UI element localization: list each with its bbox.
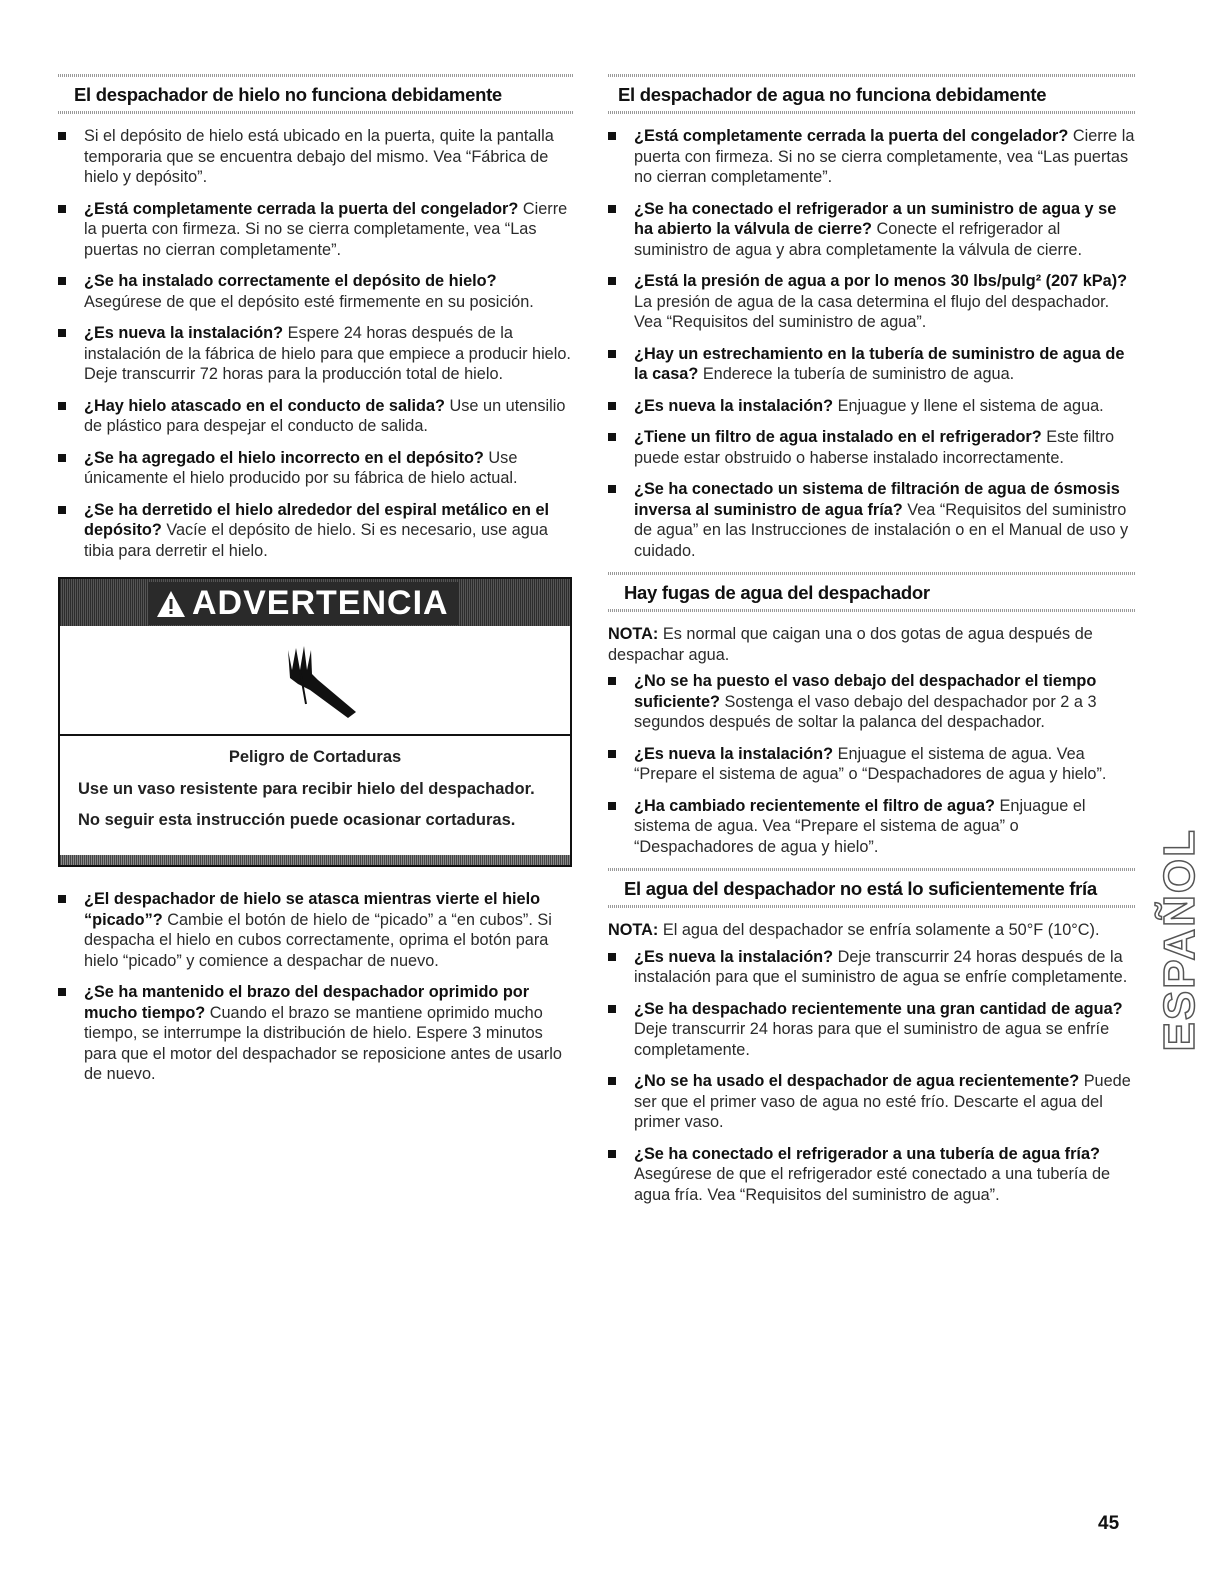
- question-text: ¿Está la presión de agua a por lo menos 30 lbs/pulg² (207 kPa)?: [634, 272, 1128, 290]
- question-text: ¿Es nueva la instalación?: [84, 324, 284, 342]
- list-item: [608, 1071, 1135, 1133]
- answer-text: Enjuague y llene el sistema de agua.: [837, 396, 1104, 415]
- list-item: [608, 999, 1135, 1061]
- answer-text: Sostenga el vaso debajo del despachador por 2 a 3 segundos después de soltar la palanca del despachador.: [634, 692, 1097, 731]
- question-text: ¿Hay un estrechamiento en la tubería de suministro de agua de la casa?: [634, 344, 1125, 383]
- leak-note-label: NOTA:: [608, 625, 659, 643]
- language-side-tab: [1155, 810, 1204, 1070]
- answer-text: Use únicamente el hielo producido por su fábrica de hielo actual.: [84, 448, 518, 487]
- bullet-icon: [608, 802, 616, 810]
- bullet-icon: [58, 895, 66, 903]
- question-text: ¿Se ha agregado el hielo incorrecto en el depósito?: [84, 448, 484, 467]
- question-text: ¿Está completamente cerrada la puerta del congelador?: [84, 199, 519, 218]
- list-item: [58, 982, 573, 1085]
- warning-hazard: Peligro de Cortaduras: [228, 748, 402, 766]
- cold-water-list: [608, 947, 1135, 1206]
- answer-text: Use un utensilio de plástico para despejar el conducto de salida.: [84, 396, 566, 435]
- list-item: [58, 323, 573, 385]
- list-item: [608, 1144, 1135, 1206]
- answer-text: Este filtro puede estar obstruido o haberse instalado incorrectamente.: [634, 428, 1115, 467]
- answer-text: Deje transcurrir 24 horas después de la instalación para que el suministro de agua se enfríe completamente.: [634, 947, 1128, 986]
- answer-text: Asegúrese de que el refrigerador esté conectado a una tubería de agua fría. Vea “Requisitos del suministro de agua”.: [634, 1165, 1111, 1204]
- answer-text: Si el depósito de hielo está ubicado en la puerta, quite la pantalla temporaria que se encuentra debajo del mismo. Vea “Fábrica de hielo y depósito”.: [84, 127, 554, 186]
- warning-box: [58, 577, 572, 867]
- bullet-icon: [58, 454, 66, 462]
- answer-text: Vacíe el depósito de hielo. Si es necesario, use agua tibia para derretir el hielo.: [84, 521, 548, 560]
- list-item: [58, 271, 573, 312]
- warning-triangle-icon: [156, 590, 186, 618]
- question-text: ¿Hay hielo atascado en el conducto de salida?: [84, 396, 445, 415]
- answer-text: Espere 24 horas después de la instalación de la fábrica de hielo para que empiece a producir hielo. Deje transcurrir 72 horas para la producción total de hielo.: [84, 324, 571, 383]
- question-text: ¿No se ha usado el despachador de agua recientemente?: [634, 1072, 1080, 1090]
- answer-text: Enderece la tubería de suministro de agua.: [702, 365, 1015, 383]
- question-text: ¿Se ha conectado un sistema de filtración de agua de ósmosis inversa al suministro de agua fría?: [634, 480, 1120, 519]
- list-item: [58, 396, 573, 437]
- question-text: ¿Es nueva la instalación?: [634, 396, 834, 415]
- answer-text: Vea “Requisitos del suministro de agua” en las Instrucciones de instalación o en el Manual de uso y cuidado.: [634, 500, 1129, 560]
- bullet-icon: [608, 350, 616, 358]
- list-item: [608, 427, 1135, 468]
- warning-pictogram: [60, 626, 570, 736]
- water-dispenser-heading: El despachador de agua no funciona debidamente: [608, 74, 1135, 114]
- question-text: ¿El despachador de hielo se atasca mientras vierte el hielo “picado”?: [84, 890, 541, 929]
- bullet-icon: [608, 750, 616, 758]
- warning-title-text: ADVERTENCIA: [192, 584, 449, 622]
- list-item: [608, 126, 1135, 188]
- warning-text: [60, 736, 570, 855]
- question-text: ¿Es nueva la instalación?: [634, 947, 834, 966]
- cold-water-heading: El agua del despachador no está lo suficientemente fría: [608, 868, 1135, 908]
- list-item: [608, 271, 1135, 333]
- bullet-icon: [608, 485, 616, 493]
- warning-bottom-bar: [60, 855, 570, 865]
- bullet-icon: [58, 329, 66, 337]
- list-item: [608, 796, 1135, 858]
- list-item: [608, 744, 1135, 785]
- bullet-icon: [58, 205, 66, 213]
- water-dispenser-list: [608, 126, 1135, 561]
- question-text: ¿Es nueva la instalación?: [634, 744, 834, 763]
- bullet-icon: [58, 988, 66, 996]
- bullet-icon: [608, 1077, 616, 1085]
- answer-text: La presión de agua de la casa determina el flujo del despachador. Vea “Requisitos del suministro de agua”.: [634, 292, 1110, 331]
- bullet-icon: [58, 506, 66, 514]
- question-text: ¿Está completamente cerrada la puerta del congelador?: [634, 127, 1069, 145]
- answer-text: Cierre la puerta con firmeza. Si no se cierra completamente, vea “Las puertas no cierran completamente”.: [84, 199, 568, 259]
- list-item: [608, 671, 1135, 733]
- bullet-icon: [58, 402, 66, 410]
- cut-hand-icon: [270, 640, 360, 720]
- question-text: ¿Ha cambiado recientemente el filtro de agua?: [634, 796, 995, 815]
- list-item: [58, 889, 573, 971]
- bullet-icon: [608, 433, 616, 441]
- leak-heading: Hay fugas de agua del despachador: [608, 572, 1135, 612]
- ice-dispenser-heading: El despachador de hielo no funciona debidamente: [58, 74, 573, 114]
- bullet-icon: [608, 953, 616, 961]
- list-item: [608, 396, 1135, 417]
- list-item: [608, 199, 1135, 261]
- bullet-icon: [608, 205, 616, 213]
- question-text: ¿Se ha conectado el refrigerador a un suministro de agua y se ha abierto la válvula de cierre?: [634, 199, 1117, 238]
- answer-text: Cierre la puerta con firmeza. Si no se cierra completamente, vea “Las puertas no cierran completamente”.: [634, 127, 1135, 186]
- answer-text: Cambie el botón de hielo de “picado” a “en cubos”. Si despacha el hielo en cubos correctamente, oprima el botón para hielo “picado” y comience a despachar de nuevo.: [84, 910, 552, 970]
- answer-text: Deje transcurrir 24 horas para que el suministro de agua se enfríe completamente.: [634, 1020, 1110, 1059]
- leak-list: [608, 671, 1135, 857]
- warning-title: [148, 582, 459, 625]
- question-text: ¿Se ha mantenido el brazo del despachador oprimido por mucho tiempo?: [84, 983, 530, 1022]
- question-text: ¿Se ha conectado el refrigerador a una tubería de agua fría?: [634, 1144, 1100, 1163]
- warning-banner: [60, 579, 570, 626]
- question-text: ¿Se ha derretido el hielo alrededor del espiral metálico en el depósito?: [84, 500, 550, 539]
- list-item: [608, 947, 1135, 988]
- list-item: [58, 126, 573, 188]
- answer-text: Asegúrese de que el depósito esté firmemente en su posición.: [84, 292, 534, 311]
- answer-text: Enjuague el sistema de agua. Vea “Prepare el sistema de agua” o “Despachadores de agua y hielo”.: [634, 796, 1086, 856]
- bullet-icon: [608, 677, 616, 685]
- list-item: [608, 479, 1135, 561]
- bullet-icon: [608, 1150, 616, 1158]
- question-text: ¿No se ha puesto el vaso debajo del despachador el tiempo suficiente?: [634, 672, 1097, 711]
- list-item: [58, 500, 573, 562]
- bullet-icon: [58, 277, 66, 285]
- page-number: 45: [1098, 1513, 1120, 1534]
- list-item: [58, 448, 573, 489]
- answer-text: Conecte el refrigerador al suministro de agua y abra completamente la válvula de cierre.: [634, 220, 1082, 259]
- bullet-icon: [608, 402, 616, 410]
- answer-text: Puede ser que el primer vaso de agua no esté frío. Descarte el agua del primer vaso.: [634, 1072, 1131, 1131]
- answer-text: Cuando el brazo se mantiene oprimido mucho tiempo, se interrumpe la distribución de hielo. Espere 3 minutos para que el motor del despachador se reposicione antes de usarlo de nuevo.: [84, 1003, 562, 1083]
- left-column: [58, 74, 573, 1096]
- question-text: ¿Se ha instalado correctamente el depósito de hielo?: [84, 272, 497, 290]
- list-item: [608, 344, 1135, 385]
- leak-note-text: Es normal que caigan una o dos gotas de agua después de despachar agua.: [608, 625, 1093, 664]
- cold-note: [608, 920, 1135, 941]
- right-column: [608, 74, 1135, 1216]
- list-item: [58, 199, 573, 261]
- cold-note-label: NOTA:: [608, 921, 659, 939]
- bullet-icon: [608, 1005, 616, 1013]
- bullet-icon: [58, 132, 66, 140]
- ice-dispenser-list-2: [58, 889, 573, 1085]
- answer-text: Enjuague el sistema de agua. Vea “Prepare el sistema de agua” o “Despachadores de agua y hielo”.: [634, 744, 1107, 783]
- question-text: ¿Se ha despachado recientemente una gran cantidad de agua?: [634, 999, 1123, 1018]
- question-text: ¿Tiene un filtro de agua instalado en el refrigerador?: [634, 428, 1042, 446]
- cold-note-text: El agua del despachador se enfría solamente a 50°F (10°C).: [662, 921, 1100, 939]
- leak-note: [608, 624, 1135, 665]
- ice-dispenser-list: [58, 126, 573, 561]
- bullet-icon: [608, 132, 616, 140]
- warning-instruction: Use un vaso resistente para recibir hielo del despachador.: [78, 780, 535, 798]
- warning-consequence: No seguir esta instrucción puede ocasionar cortaduras.: [78, 811, 516, 829]
- bullet-icon: [608, 277, 616, 285]
- language-side-tab-text: ESPAÑOL: [1155, 828, 1204, 1052]
